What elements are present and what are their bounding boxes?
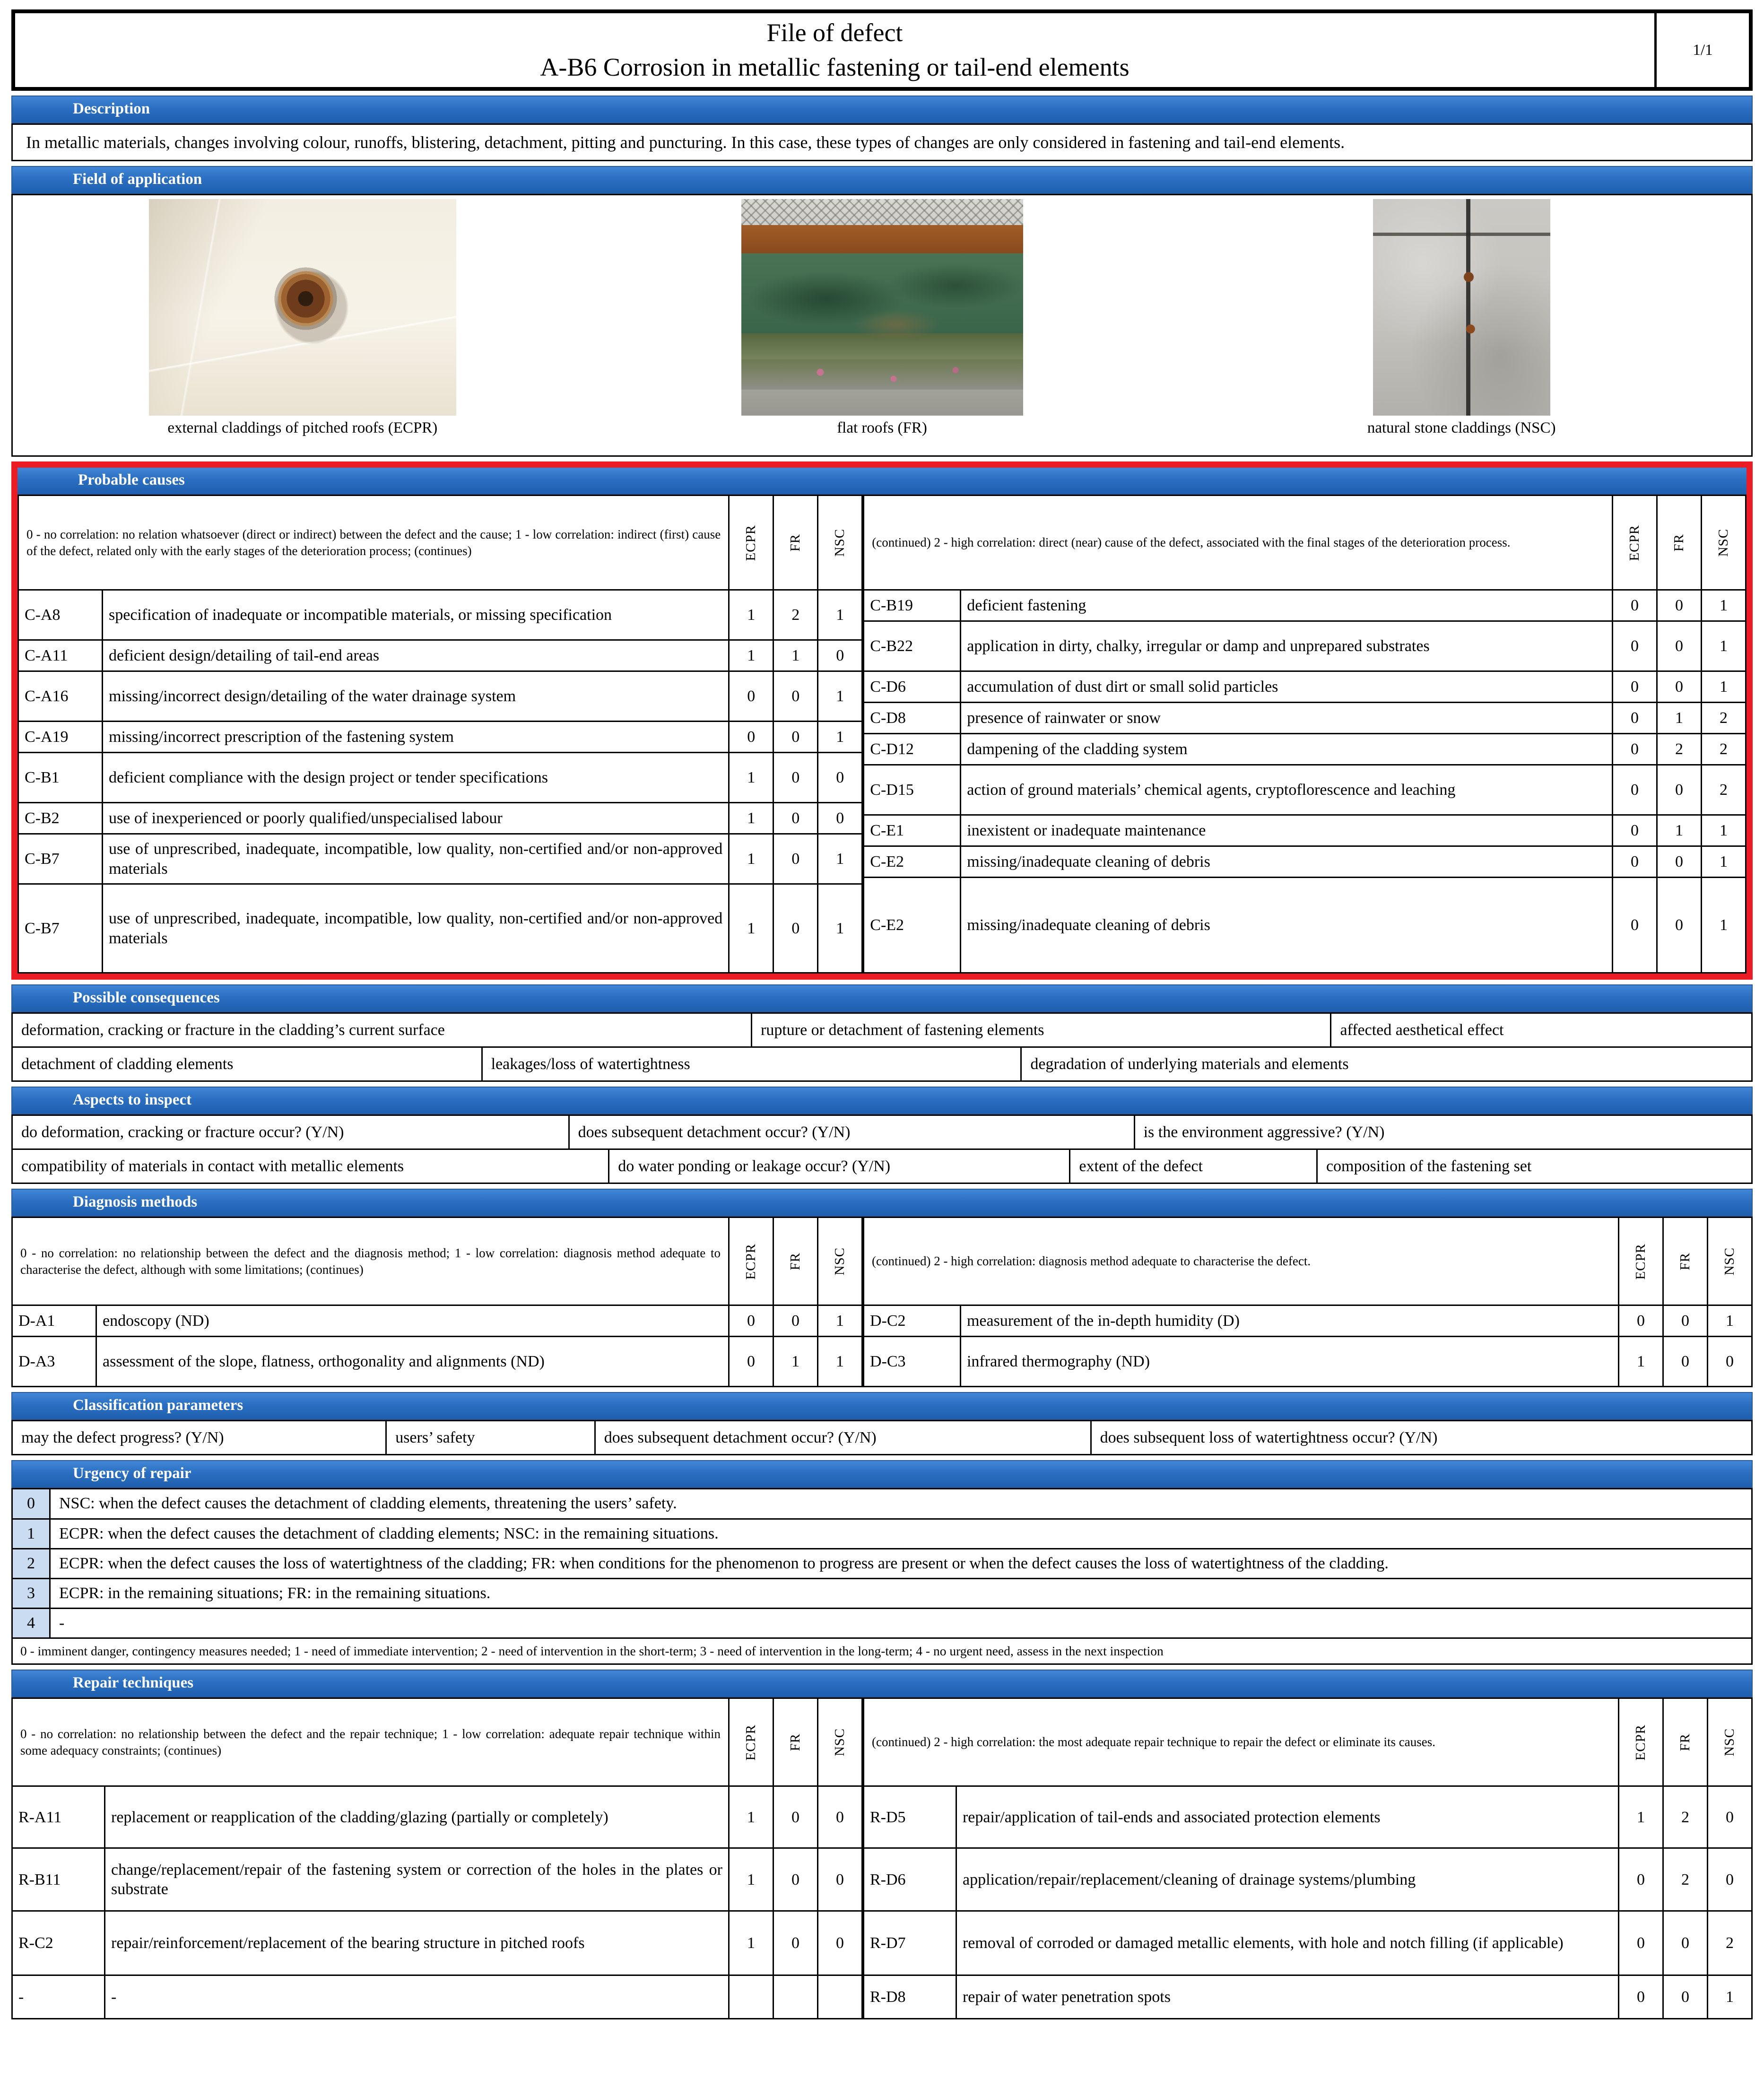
consequence-cell: deformation, cracking or fracture in the cladding’s current surface [13,1014,752,1048]
correlation-value-ecpr: 0 [1619,1976,1664,2019]
repair-code: R-C2 [13,1912,105,1976]
correlation-value-fr: 0 [774,835,818,885]
column-header-fr: FR [774,496,818,591]
correlation-value-nsc: 0 [818,803,863,835]
description-text: In metallic materials, changes involving colour, runoffs, blistering, detachment, pitting and puncturing. In this case, these types of changes are only considered in fastening and tail-end elements. [11,123,1753,161]
classification-cell: does subsequent loss of watertightness occur? (Y/N) [1092,1421,1753,1455]
urgency-level: 2 [13,1549,51,1579]
classification-cell: does subsequent detachment occur? (Y/N) [596,1421,1092,1455]
correlation-value-nsc: 1 [1702,591,1747,622]
correlation-value-ecpr: 1 [730,803,774,835]
diagnosis-text: assessment of the slope, flatness, orthogonality and alignments (ND) [97,1337,730,1387]
cause-code: C-B19 [864,591,961,622]
correlation-value-fr: 1 [774,1337,818,1387]
urgency-text: ECPR: when the defect causes the loss of watertightness of the cladding; FR: when conditions for the phenomenon to progress are present or when the defect causes the loss of watertightness of the cladding. [51,1549,1753,1579]
repair-code: R-D8 [864,1976,957,2019]
cause-code: C-B1 [19,753,103,803]
correlation-value-ecpr: 1 [730,1849,774,1912]
column-header-ecpr: ECPR [730,1699,774,1787]
correlation-value-ecpr: 0 [1613,703,1658,734]
probable-causes-right [863,495,1747,974]
aspect-cell: does subsequent detachment occur? (Y/N) [570,1116,1135,1150]
correlation-legend-left: 0 - no correlation: no relationship between the defect and the diagnosis method; 1 - low correlation: diagnosis method adequate to characterise the defect, although with some limitations; (continues) [13,1218,730,1306]
repair-left [11,1697,863,2019]
column-header-ecpr: ECPR [730,496,774,591]
column-header-fr: FR [1664,1699,1708,1787]
photo-column-fr [592,195,1172,455]
cause-code: C-B7 [19,835,103,885]
correlation-value-fr: 0 [774,672,818,722]
cause-text: deficient design/detailing of tail-end areas [103,641,730,672]
correlation-value-nsc: 0 [818,1849,863,1912]
correlation-value-fr: 2 [1664,1849,1708,1912]
cause-text: dampening of the cladding system [961,734,1613,765]
correlation-value-nsc: 0 [818,1912,863,1976]
diagnosis-text: measurement of the in-depth humidity (D) [961,1306,1619,1337]
correlation-value-nsc: 1 [818,591,863,641]
urgency-footnote: 0 - imminent danger, contingency measures needed; 1 - need of immediate intervention; 2 - need of intervention in the short-term; 3 - need of intervention in the long-term; 4 - no urgent need, assess in the next inspection [13,1639,1753,1665]
correlation-value-nsc: 0 [818,1787,863,1849]
aspects-row-1 [11,1114,1753,1150]
correlation-value-nsc: 1 [1702,622,1747,672]
correlation-value-fr: 0 [1658,765,1702,816]
correlation-value-fr: 2 [1658,734,1702,765]
correlation-value-nsc: 1 [818,835,863,885]
cause-text: presence of rainwater or snow [961,703,1613,734]
urgency-row [13,1489,1753,1519]
urgency-text: - [51,1609,1753,1639]
correlation-legend-right: (continued) 2 - high correlation: the most adequate repair technique to repair the defect or eliminate its causes. [864,1699,1619,1787]
diagnosis-code: D-A3 [13,1337,97,1387]
repair-text: application/repair/replacement/cleaning of drainage systems/plumbing [957,1849,1619,1912]
cause-text: missing/inadequate cleaning of debris [961,878,1613,974]
classification-cell: may the defect progress? (Y/N) [13,1421,387,1455]
cause-text: use of inexperienced or poorly qualified/unspecialised labour [103,803,730,835]
correlation-value-nsc: 1 [1702,847,1747,878]
column-header-nsc: NSC [1702,496,1747,591]
aspect-cell: do water ponding or leakage occur? (Y/N) [609,1150,1070,1184]
correlation-value-fr: 0 [1658,878,1702,974]
column-header-nsc: NSC [1708,1218,1753,1306]
correlation-value-fr: 0 [1664,1306,1708,1337]
correlation-value-fr: 2 [1664,1787,1708,1849]
column-header-fr: FR [774,1699,818,1787]
correlation-value-fr: 0 [774,753,818,803]
column-header-ecpr: ECPR [1613,496,1658,591]
cause-code: C-E2 [864,878,961,974]
column-header-fr: FR [1658,496,1702,591]
column-header-fr: FR [1664,1218,1708,1306]
page-number: 1/1 [1654,13,1749,87]
urgency-level: 1 [13,1520,51,1549]
cause-code: C-A19 [19,722,103,753]
correlation-value-nsc: 1 [818,885,863,974]
section-header-repair-techniques: Repair techniques [11,1670,1753,1697]
urgency-level: 0 [13,1489,51,1519]
correlation-value-ecpr: 0 [730,722,774,753]
correlation-value-ecpr: 1 [730,885,774,974]
correlation-value-nsc: 1 [1702,672,1747,703]
correlation-value-ecpr: 1 [730,1912,774,1976]
correlation-value-ecpr: 1 [730,753,774,803]
section-header-possible-consequences: Possible consequences [11,984,1753,1012]
cause-text: deficient fastening [961,591,1613,622]
cause-code: C-D8 [864,703,961,734]
correlation-value-ecpr: 1 [1619,1337,1664,1387]
repair-text: change/replacement/repair of the fastening system or correction of the holes in the plates or substrate [105,1849,730,1912]
cause-text: use of unprescribed, inadequate, incompatible, low quality, non-certified and/or non-approved materials [103,885,730,974]
aspect-cell: extent of the defect [1070,1150,1318,1184]
aspect-cell: compatibility of materials in contact with metallic elements [13,1150,609,1184]
urgency-row [13,1520,1753,1549]
field-of-application-photos [11,194,1753,457]
correlation-value-nsc: 2 [1702,765,1747,816]
correlation-value-ecpr: 1 [730,1787,774,1849]
correlation-value-ecpr: 1 [730,835,774,885]
urgency-row [13,1549,1753,1579]
repair-right [863,1697,1753,2019]
photo-stone-cladding-joint [1373,199,1550,416]
diagnosis-code: D-C3 [864,1337,961,1387]
repair-text: replacement or reapplication of the cladding/glazing (partially or completely) [105,1787,730,1849]
correlation-value-fr: 0 [1664,1337,1708,1387]
photo-flat-roof-corroded-edge [741,199,1023,416]
correlation-value-fr: 0 [1658,591,1702,622]
correlation-value-nsc: 1 [1708,1976,1753,2019]
cause-text: use of unprescribed, inadequate, incompatible, low quality, non-certified and/or non-approved materials [103,835,730,885]
correlation-value-nsc: 1 [1702,816,1747,847]
correlation-value-fr: 0 [1658,847,1702,878]
column-header-nsc: NSC [818,1218,863,1306]
correlation-value-fr: 0 [1658,622,1702,672]
diagnosis-right [863,1217,1753,1387]
cause-code: C-E2 [864,847,961,878]
aspect-cell: composition of the fastening set [1318,1150,1753,1184]
photo-column-nsc [1172,195,1751,455]
correlation-value-ecpr: 0 [730,1306,774,1337]
consequence-cell: rupture or detachment of fastening elements [752,1014,1331,1048]
correlation-value-fr: 0 [774,1306,818,1337]
consequence-cell: degradation of underlying materials and elements [1022,1048,1753,1082]
repair-text: repair/reinforcement/replacement of the bearing structure in pitched roofs [105,1912,730,1976]
correlation-value-nsc: 2 [1708,1912,1753,1976]
correlation-value-nsc: 0 [1708,1787,1753,1849]
correlation-value-nsc: 1 [1702,878,1747,974]
probable-causes-table [17,495,1747,974]
correlation-value-fr: 0 [774,722,818,753]
correlation-value-ecpr: 1 [730,641,774,672]
document-title [15,13,1654,87]
cause-code: C-B7 [19,885,103,974]
correlation-value-nsc: 1 [818,1306,863,1337]
correlation-value-ecpr: 0 [1619,1849,1664,1912]
doc-title-line1: File of defect [766,18,903,47]
repair-text: repair/application of tail-ends and associated protection elements [957,1787,1619,1849]
diagnosis-left [11,1217,863,1387]
correlation-value-fr: 1 [1658,703,1702,734]
cause-text: action of ground materials’ chemical agents, cryptoflorescence and leaching [961,765,1613,816]
correlation-value-nsc: 2 [1702,734,1747,765]
cause-code: C-A8 [19,591,103,641]
diagnosis-methods-table [11,1217,1753,1387]
repair-code: R-A11 [13,1787,105,1849]
photo-caption-ecpr: external claddings of pitched roofs (ECPR) [167,419,438,437]
column-header-ecpr: ECPR [1619,1218,1664,1306]
cause-text: missing/inadequate cleaning of debris [961,847,1613,878]
correlation-value-ecpr: 1 [1619,1787,1664,1849]
correlation-value-ecpr: 0 [1613,734,1658,765]
correlation-value-fr: 0 [774,885,818,974]
correlation-legend-left: 0 - no correlation: no relationship between the defect and the repair technique; 1 - low correlation: adequate repair technique within some adequacy constraints; (continues) [13,1699,730,1787]
classification-cell: users’ safety [387,1421,596,1455]
cause-code: C-B22 [864,622,961,672]
repair-text: repair of water penetration spots [957,1976,1619,2019]
correlation-value-nsc: 1 [818,722,863,753]
correlation-value-ecpr: 0 [1613,816,1658,847]
section-header-probable-causes: Probable causes [17,468,1747,495]
correlation-value-fr: 2 [774,591,818,641]
consequence-cell: detachment of cladding elements [13,1048,483,1082]
cause-code: C-A11 [19,641,103,672]
urgency-text: NSC: when the defect causes the detachment of cladding elements, threatening the users’ safety. [51,1489,1753,1519]
aspects-row-2 [11,1150,1753,1184]
cause-text: missing/incorrect design/detailing of the water drainage system [103,672,730,722]
section-header-field-of-application: Field of application [11,166,1753,194]
correlation-value-nsc [818,1976,863,2019]
photo-column-ecpr [13,195,592,455]
correlation-value-fr: 0 [774,803,818,835]
classification-row [11,1420,1753,1455]
doc-title-line2: A-B6 Corrosion in metallic fastening or tail-end elements [540,53,1130,81]
correlation-value-ecpr: 0 [1613,878,1658,974]
aspect-cell: do deformation, cracking or fracture occur? (Y/N) [13,1116,570,1150]
correlation-value-nsc: 0 [1708,1849,1753,1912]
correlation-value-ecpr: 0 [1613,847,1658,878]
section-header-description: Description [11,96,1753,123]
consequences-row-1 [11,1012,1753,1048]
repair-code: R-D6 [864,1849,957,1912]
column-header-nsc: NSC [1708,1699,1753,1787]
correlation-value-ecpr: 0 [1613,591,1658,622]
correlation-value-fr: 0 [1664,1976,1708,2019]
section-header-classification-parameters: Classification parameters [11,1392,1753,1420]
section-header-diagnosis-methods: Diagnosis methods [11,1189,1753,1217]
consequences-row-2 [11,1048,1753,1082]
cause-text: deficient compliance with the design project or tender specifications [103,753,730,803]
correlation-value-ecpr: 1 [730,591,774,641]
probable-causes-left [17,495,863,974]
cause-code: C-B2 [19,803,103,835]
correlation-value-ecpr: 0 [730,1337,774,1387]
urgency-table [11,1488,1753,1665]
urgency-row [13,1579,1753,1609]
consequence-cell: affected aesthetical effect [1331,1014,1753,1048]
correlation-value-ecpr: 0 [1613,622,1658,672]
correlation-value-fr: 0 [1664,1912,1708,1976]
cause-text: missing/incorrect prescription of the fastening system [103,722,730,753]
repair-code: R-D7 [864,1912,957,1976]
photo-caption-nsc: natural stone claddings (NSC) [1367,419,1556,437]
cause-text: inexistent or inadequate maintenance [961,816,1613,847]
correlation-value-nsc: 1 [1708,1306,1753,1337]
urgency-text: ECPR: when the defect causes the detachment of cladding elements; NSC: in the remaining situations. [51,1520,1753,1549]
correlation-value-fr: 1 [774,641,818,672]
correlation-value-nsc: 0 [818,641,863,672]
cause-code: C-A16 [19,672,103,722]
correlation-value-ecpr: 0 [1613,672,1658,703]
correlation-value-nsc: 2 [1702,703,1747,734]
repair-code: - [13,1976,105,2019]
title-box [11,9,1753,91]
repair-techniques-table [11,1697,1753,2019]
column-header-nsc: NSC [818,496,863,591]
highlight-red-box [11,461,1753,980]
section-header-aspects-to-inspect: Aspects to inspect [11,1087,1753,1114]
column-header-nsc: NSC [818,1699,863,1787]
cause-code: C-D15 [864,765,961,816]
consequence-cell: leakages/loss of watertightness [483,1048,1022,1082]
correlation-value-nsc: 1 [818,1337,863,1387]
correlation-legend-right: (continued) 2 - high correlation: direct (near) cause of the defect, associated with the final stages of the deterioration process. [864,496,1613,591]
correlation-value-fr: 0 [774,1849,818,1912]
section-header-urgency-of-repair: Urgency of repair [11,1460,1753,1488]
photo-pitched-roof-rusty-fastener [149,199,456,416]
urgency-text: ECPR: in the remaining situations; FR: in the remaining situations. [51,1579,1753,1609]
diagnosis-code: D-A1 [13,1306,97,1337]
correlation-value-ecpr [730,1976,774,2019]
urgency-row [13,1609,1753,1639]
mesh-texture [741,199,1023,225]
aspect-cell: is the environment aggressive? (Y/N) [1135,1116,1753,1150]
cause-text: application in dirty, chalky, irregular or damp and unprepared substrates [961,622,1613,672]
correlation-value-fr: 0 [774,1787,818,1849]
diagnosis-text: infrared thermography (ND) [961,1337,1619,1387]
cause-text: accumulation of dust dirt or small solid particles [961,672,1613,703]
correlation-value-ecpr: 0 [1619,1306,1664,1337]
correlation-legend-right: (continued) 2 - high correlation: diagnosis method adequate to characterise the defect. [864,1218,1619,1306]
correlation-legend-left: 0 - no correlation: no relation whatsoever (direct or indirect) between the defect and the cause; 1 - low correlation: indirect (first) cause of the defect, related only with the early stages of the deterioration process; (continues) [19,496,730,591]
correlation-value-ecpr: 0 [730,672,774,722]
correlation-value-nsc: 0 [1708,1337,1753,1387]
correlation-value-nsc: 0 [818,753,863,803]
correlation-value-fr [774,1976,818,2019]
cause-code: C-E1 [864,816,961,847]
column-header-fr: FR [774,1218,818,1306]
correlation-value-fr: 1 [1658,816,1702,847]
correlation-value-ecpr: 0 [1619,1912,1664,1976]
correlation-value-fr: 0 [774,1912,818,1976]
column-header-ecpr: ECPR [730,1218,774,1306]
cause-code: C-D12 [864,734,961,765]
correlation-value-nsc: 1 [818,672,863,722]
repair-code: R-B11 [13,1849,105,1912]
cause-text: specification of inadequate or incompatible materials, or missing specification [103,591,730,641]
repair-code: R-D5 [864,1787,957,1849]
repair-text: - [105,1976,730,2019]
diagnosis-text: endoscopy (ND) [97,1306,730,1337]
correlation-value-fr: 0 [1658,672,1702,703]
correlation-value-ecpr: 0 [1613,765,1658,816]
cause-code: C-D6 [864,672,961,703]
diagnosis-code: D-C2 [864,1306,961,1337]
urgency-level: 4 [13,1609,51,1639]
photo-caption-fr: flat roofs (FR) [837,419,927,437]
column-header-ecpr: ECPR [1619,1699,1664,1787]
repair-text: removal of corroded or damaged metallic elements, with hole and notch filling (if applicable) [957,1912,1619,1976]
urgency-level: 3 [13,1579,51,1609]
